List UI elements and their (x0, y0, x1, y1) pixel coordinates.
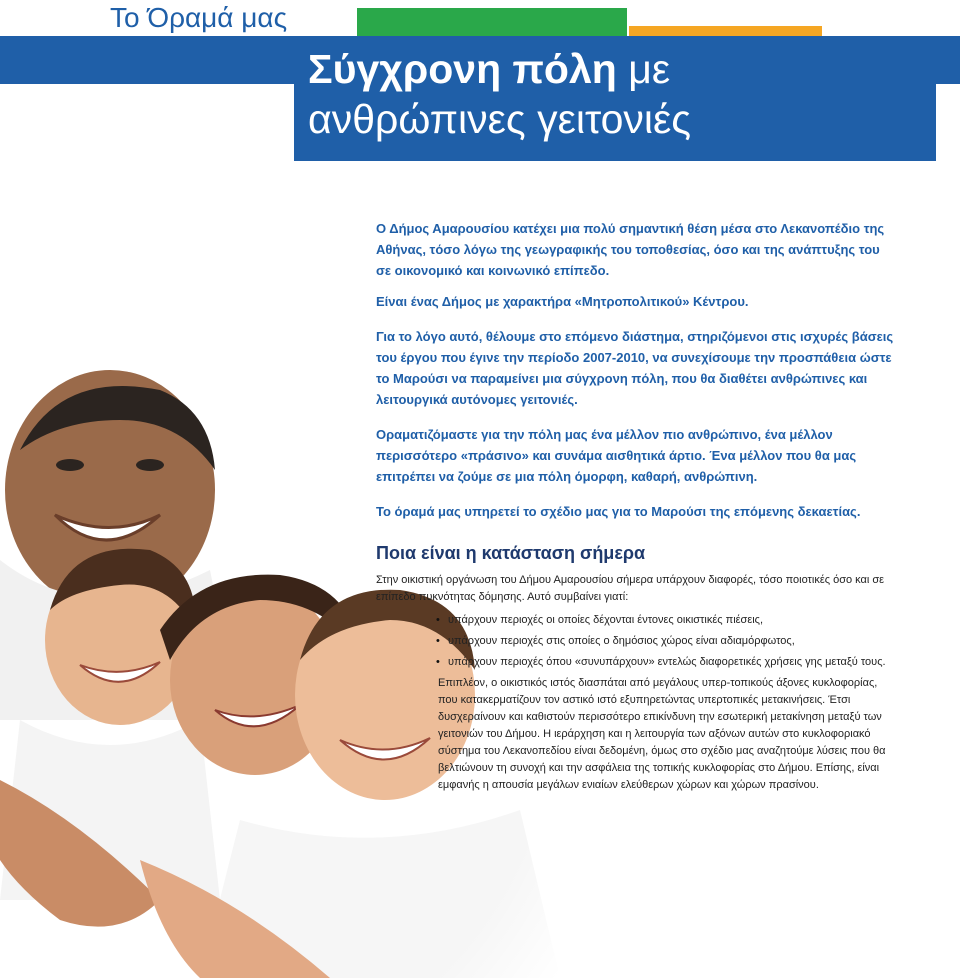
status-lead: Στην οικιστική οργάνωση του Δήμου Αμαρουσίου σήμερα υπάρχουν διαφορές, τόσο ποιοτικές όσο και σε επίπεδο πυκνότητας δόμησης. Αυτό συμβαίνει γιατί: (376, 574, 885, 603)
status-closing: Επιπλέον, ο οικιστικός ιστός διασπάται από μεγάλους υπερ-τοπικούς άξονες κυκλοφορίας, που κατακερματίζουν τον αστικό ιστό εξυπηρετώντας υπερτοπικές μετακινήσεις. Έτσι δυσχεραίνουν και καθιστούν περισσότερο επικίνδυνη την εσωτερική μετακίνηση μεταξύ των γειτονιών του Δήμου. Η ιεράρχηση και η λειτουργία των αξόνων αυτών στο κυκλοφοριακό σύστημα του Λεκανοπεδίου είναι δεδομένη, όμως στο σχέδιο μας αναζητούμε λύσεις που θα βελτιώνουν τη συνοχή και την ασφάλεια της τοπικής κυκλοφορίας στο Δήμου. Επίσης, είναι εμφανής η απουσία μεγάλων ενιαίων ελεύθερων χώρων και χώρων πρασίνου. (438, 677, 886, 791)
status-heading: Ποια είναι η κατάσταση σήμερα (376, 543, 646, 563)
intro-paragraph: Είναι ένας Δήμος με χαρακτήρα «Μητροπολιτικού» Κέντρου. (376, 294, 749, 309)
title-bold: Σύγχρονη πόλη (308, 46, 617, 92)
orange-accent-strip (629, 26, 822, 36)
intro-paragraph: Το όραμά μας υπηρετεί το σχέδιο μας για το Μαρούσι της επόμενης δεκαετίας. (376, 504, 861, 519)
intro-paragraph: Οραματιζόμαστε για την πόλη μας ένα μέλλον πιο ανθρώπινο, ένα μέλλον περισσότερο «πράσινο» και συνάμα αισθητικά άρτιο. Ένα μέλλον που θα μας επιτρέπει να ζούμε σε μια πόλη όμορφη, καθαρή, ανθρώπινη. (376, 427, 857, 484)
intro-paragraph: Για το λόγο αυτό, θέλουμε στο επόμενο διάστημα, στηριζόμενοι στις ισχυρές βάσεις του έργου που έγινε την περίοδο 2007-2010, να συνεχίσουμε την προσπάθεια ώστε το Μαρούσι να παραμείνει μια σύγχρονη πόλη, που θα διαθέτει ανθρώπινες και λειτουργικά αυτόνομες γειτονιές. (376, 329, 894, 407)
page-title (308, 44, 691, 144)
panel-edge (936, 84, 960, 161)
section-label: Το Όραμά μας (110, 2, 288, 33)
status-body (376, 572, 896, 794)
intro-text (376, 218, 896, 536)
list-item: • υπάρχουν περιοχές στις οποίες ο δημόσιος χώρος είναι αδιαμόρφωτος, (436, 633, 896, 650)
list-item: • υπάρχουν περιοχές οι οποίες δέχονται έντονες οικιστικές πιέσεις, (436, 612, 896, 629)
intro-paragraph: Ο Δήμος Αμαρουσίου κατέχει μια πολύ σημαντική θέση μέσα στο Λεκανοπέδιο της Αθήνας, τόσο λόγω της γεωγραφικής του τοποθεσίας, όσο και της ανάπτυξης του σε οικονομικό και κοινωνικό επίπεδο. (376, 221, 885, 278)
status-bullet-list (376, 612, 896, 671)
list-item: • υπάρχουν περιοχές όπου «συνυπάρχουν» εντελώς διαφορετικές χρήσεις γης μεταξύ τους. (436, 654, 896, 671)
green-accent-strip (357, 8, 627, 36)
title-rest: με (616, 46, 671, 92)
title-line-2: ανθρώπινες γειτονιές (308, 96, 692, 142)
